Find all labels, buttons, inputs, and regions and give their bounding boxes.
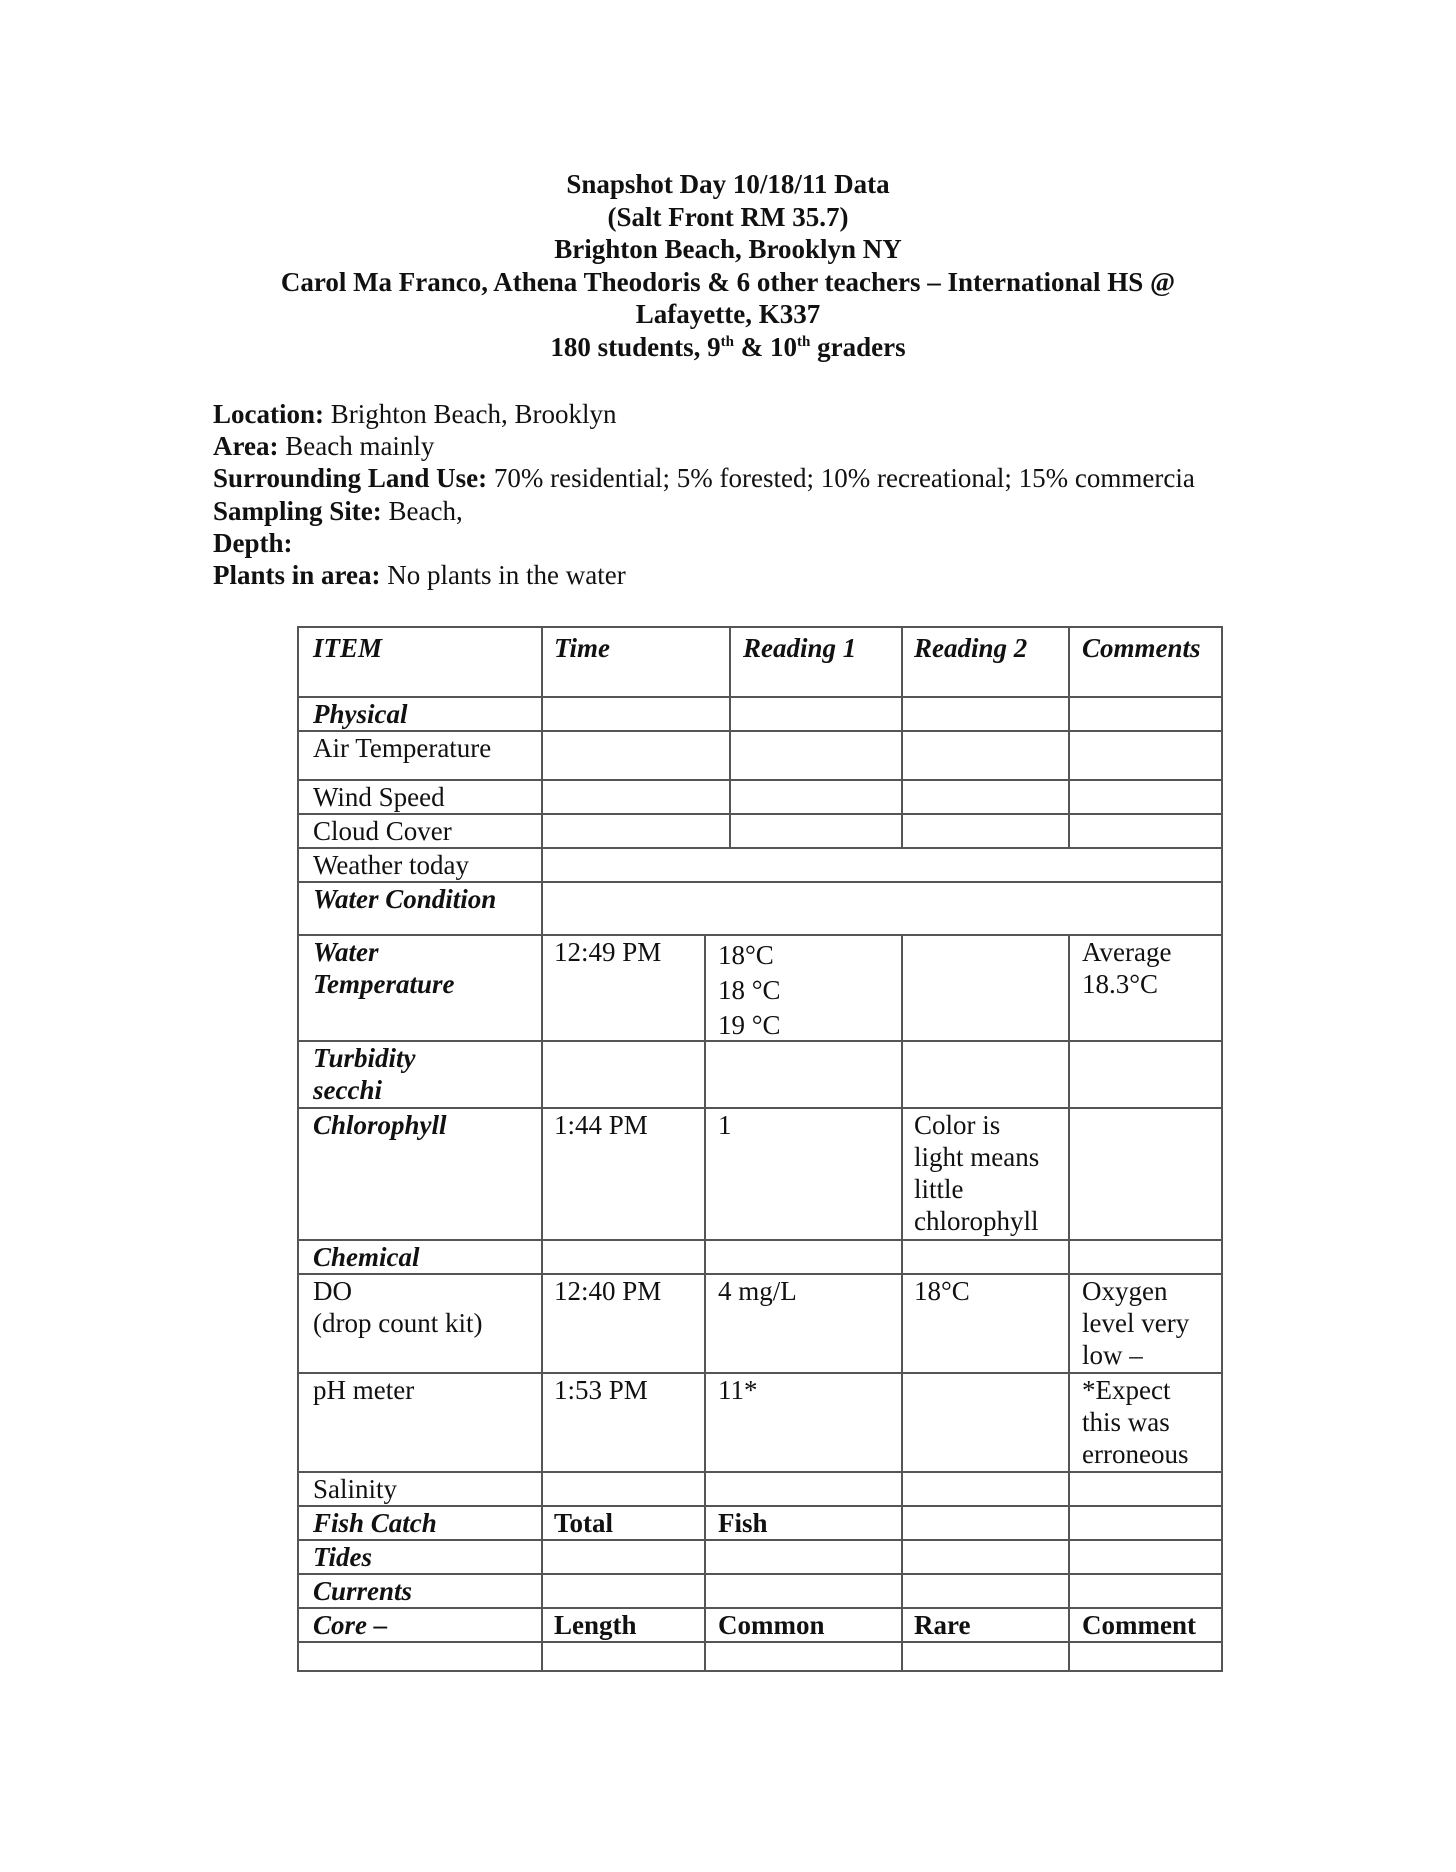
row-divider <box>299 1573 1221 1575</box>
ph-comment: *Expect this was erroneous <box>1082 1375 1189 1469</box>
item-salinity: Salinity <box>313 1474 398 1504</box>
item-ph-meter: pH meter <box>313 1375 415 1405</box>
do-reading2: 18°C <box>914 1276 970 1306</box>
item-cloud-cover: Cloud Cover <box>313 816 452 846</box>
column-divider <box>729 628 731 847</box>
row-divider <box>299 696 1221 698</box>
ph-time: 1:53 PM <box>554 1375 648 1405</box>
field-label: Surrounding Land Use: <box>213 463 488 494</box>
col-header-item: ITEM <box>313 633 383 663</box>
column-divider <box>901 628 903 847</box>
item-weather-today: Weather today <box>313 850 470 880</box>
field-value: No plants in the water <box>380 560 626 591</box>
header-teachers: Carol Ma Franco, Athena Theodoris & 6 other teachers – International HS @ <box>280 266 1176 297</box>
water-temp-time: 12:49 PM <box>554 937 662 967</box>
header-students <box>0 331 1456 364</box>
students-text-a: 180 students, 9 <box>550 331 721 362</box>
header-title: Snapshot Day 10/18/11 Data <box>566 169 890 199</box>
header-school: Lafayette, K337 <box>635 299 821 329</box>
field-label: Plants in area: <box>213 560 381 591</box>
item-do: DO (drop count kit) <box>313 1276 483 1338</box>
field-sampling-site <box>213 495 1195 527</box>
students-text-c: graders <box>810 331 906 362</box>
column-divider <box>901 934 903 1670</box>
column-divider <box>541 628 543 1670</box>
column-divider <box>1068 628 1070 847</box>
header-location: Brighton Beach, Brooklyn NY <box>554 234 902 264</box>
core-length: Length <box>554 1610 637 1640</box>
chlorophyll-reading1: 1 <box>718 1110 732 1140</box>
water-temp-comment: Average 18.3°C <box>1082 937 1172 999</box>
site-info <box>213 398 1195 591</box>
fish-label: Fish <box>718 1508 768 1538</box>
field-value: 70% residential; 5% forested; 10% recreational; 15% commercia <box>487 463 1195 494</box>
field-label: Location: <box>213 399 324 429</box>
chlorophyll-time: 1:44 PM <box>554 1110 648 1140</box>
item-tides: Tides <box>313 1542 372 1572</box>
do-time: 12:40 PM <box>554 1276 662 1306</box>
do-comment: Oxygen level very low – <box>1082 1276 1190 1370</box>
core-comment: Comment <box>1082 1610 1196 1640</box>
item-wind-speed: Wind Speed <box>313 782 445 812</box>
field-location <box>213 398 1195 430</box>
field-plants <box>213 559 1195 591</box>
field-depth <box>213 527 1195 559</box>
section-physical: Physical <box>313 699 408 729</box>
document-header <box>0 168 1456 363</box>
sup-th-1: th <box>720 333 735 350</box>
item-chlorophyll: Chlorophyll <box>313 1110 447 1140</box>
column-divider <box>704 934 706 1670</box>
data-table <box>297 626 1223 1672</box>
col-header-comments: Comments <box>1082 633 1201 663</box>
col-header-reading2: Reading 2 <box>914 633 1028 663</box>
header-salt-front: (Salt Front RM 35.7) <box>607 201 849 232</box>
core-common: Common <box>718 1610 825 1640</box>
row-divider <box>299 1641 1221 1643</box>
section-water-condition: Water Condition <box>313 884 497 914</box>
item-core: Core – <box>313 1610 388 1640</box>
section-chemical: Chemical <box>313 1242 420 1272</box>
item-fish-catch: Fish Catch <box>313 1508 437 1538</box>
field-label: Depth: <box>213 527 293 558</box>
item-currents: Currents <box>313 1576 413 1606</box>
field-label: Sampling Site: <box>213 495 382 526</box>
column-divider <box>1068 934 1070 1670</box>
row-divider <box>299 1239 1221 1241</box>
students-text-b: & 10 <box>734 331 798 362</box>
chlorophyll-reading2: Color is light means little chlorophyll <box>914 1110 1040 1236</box>
water-temp-reading1: 18°C 18 °C 19 °C <box>718 940 781 1040</box>
fish-total: Total <box>554 1508 614 1538</box>
field-value: Beach, <box>381 495 463 526</box>
core-rare: Rare <box>914 1610 971 1640</box>
col-header-time: Time <box>554 633 610 663</box>
item-turbidity: Turbidity secchi <box>313 1043 416 1105</box>
field-value: Brighton Beach, Brooklyn <box>324 399 617 429</box>
field-label: Area: <box>213 431 279 462</box>
field-value: Beach mainly <box>278 431 435 462</box>
col-header-reading1: Reading 1 <box>743 633 857 663</box>
row-divider <box>299 1471 1221 1473</box>
do-reading1: 4 mg/L <box>718 1276 797 1306</box>
item-air-temperature: Air Temperature <box>313 733 492 763</box>
item-water-temperature: Water Temperature <box>313 937 455 999</box>
sup-th-2: th <box>797 333 811 350</box>
field-land-use <box>213 462 1195 494</box>
field-area <box>213 430 1195 462</box>
row-divider <box>299 1539 1221 1541</box>
ph-reading1: 11* <box>718 1375 758 1405</box>
